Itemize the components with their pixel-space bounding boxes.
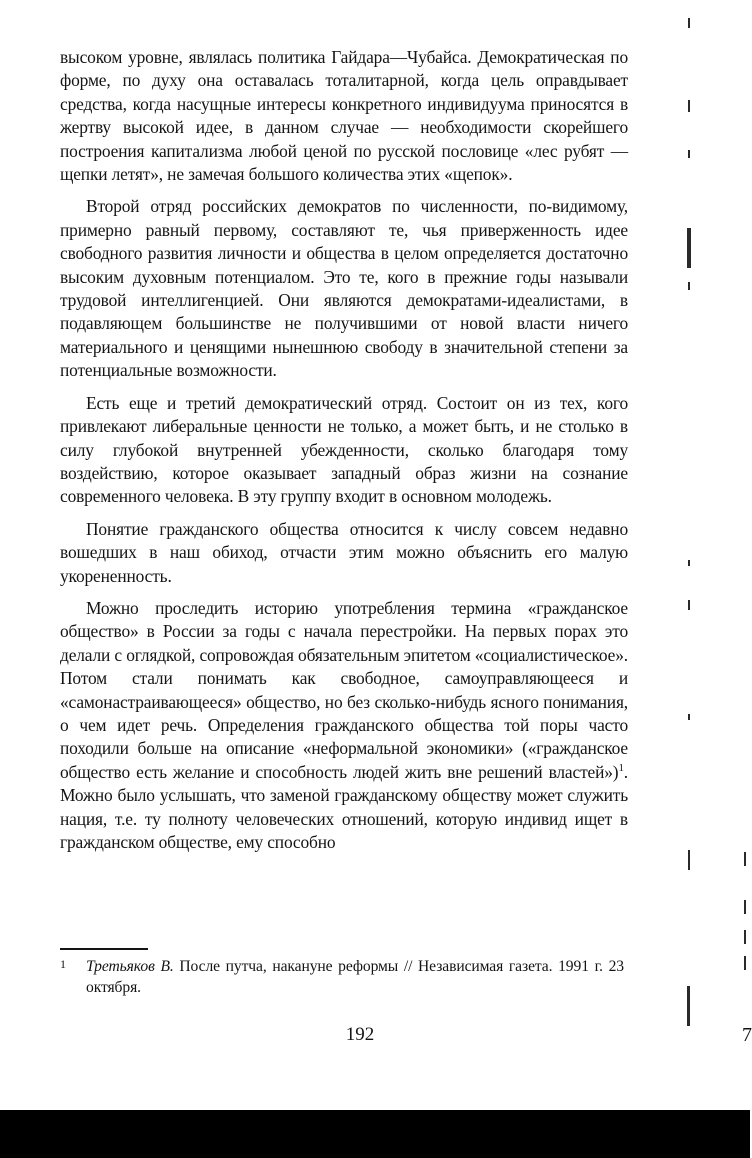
paragraph-civil-society-concept: Понятие гражданского общества относится к числу совсем недавно вошедших в наш обиход, отчасти этим можно объяснить его малую укорененность. (60, 518, 628, 586)
scan-edge-mark (688, 282, 690, 290)
paragraph-civil-society-history (60, 597, 628, 854)
scan-edge-mark (744, 956, 746, 970)
body-text (60, 46, 628, 854)
footnote-author: Третьяков В. (86, 958, 174, 975)
scan-edge-mark (744, 852, 746, 866)
scan-edge-mark (688, 714, 690, 720)
footnote (60, 956, 628, 998)
footnote-text: После путча, накануне реформы // Независимая газета. 1991 г. 23 октября. (86, 958, 624, 996)
scan-edge-mark (688, 850, 690, 870)
scan-edge-mark (688, 18, 690, 28)
paragraph-third-group: Есть еще и третий демократический отряд. Состоит он из тех, кого привлекают либеральные ценности не только, а может быть, и не столько в силу глубокой внутренней убежденности, сколько благодаря тому воздействию, которое оказывает западный образ жизни на сознание современного человека. В эту группу входит в основном молодежь. (60, 392, 628, 507)
scan-edge-mark (687, 228, 691, 268)
footnote-mark: 1 (60, 957, 66, 971)
scan-edge-mark (688, 150, 690, 158)
footnote-body (86, 956, 624, 998)
footnote-divider (60, 948, 148, 950)
footnote-reference: 1 (618, 761, 624, 774)
scan-edge-mark (688, 560, 690, 566)
paragraph-history-part-1: Можно проследить историю употребления термина «гражданское общество» в России за годы с начала перестройки. На первых порах это делали с оглядкой, сопровождая обязательным эпитетом «социалистическое». Потом стали понимать как свободное, самоуправляющееся и «самонастраивающееся» общество, но без сколько-нибудь ясного понимания, о чем идет речь. Определения гражданского общества той поры часто походили больше на описание «неформальной экономики» («гражданское общество есть желание и способность людей жить вне решений властей») (60, 597, 628, 782)
scan-edge-mark (687, 986, 690, 1026)
scan-edge-mark (744, 900, 746, 914)
scan-edge-mark (744, 930, 746, 944)
page-number: 192 (345, 1024, 375, 1045)
paragraph-second-group: Второй отряд российских демократов по численности, по-видимому, примерно равный первому, составляют те, чья приверженность идее свободного развития личности и общества в целом определяется достаточно высоким духовным потенциалом. Это те, кого в прежние годы называли трудовой интеллигенцией. Они являются демократами-идеалистами, в подавляющем большинстве не получившими от новой власти ничего материального и ценящими нынешнюю свободу в значительной степени за потенциальные возможности. (60, 196, 628, 381)
paragraph-history-part-2: . Можно было услышать, что заменой гражданскому обществу может служить нация, т.е. ту полноту человеческих отношений, которую индивид ищет в гражданском обществе, ему способно (60, 761, 628, 852)
scan-edge-mark (688, 600, 690, 610)
scan-edge-glyph: 7 (742, 1024, 752, 1046)
scan-bottom-bar (0, 1110, 750, 1158)
paragraph-continued: высоком уровне, являлась политика Гайдара—Чубайса. Демократическая по форме, по духу она оставалась тоталитарной, когда цель оправдывает средства, когда насущные интересы конкретного индивидуума приносятся в жертву высокой идее, в данном случае — необходимости скорейшего построения капитализма любой ценой по русской пословице «лес рубят — щепки летят», не замечая большого количества этих «щепок». (60, 47, 628, 185)
scan-edge-mark (688, 100, 690, 112)
